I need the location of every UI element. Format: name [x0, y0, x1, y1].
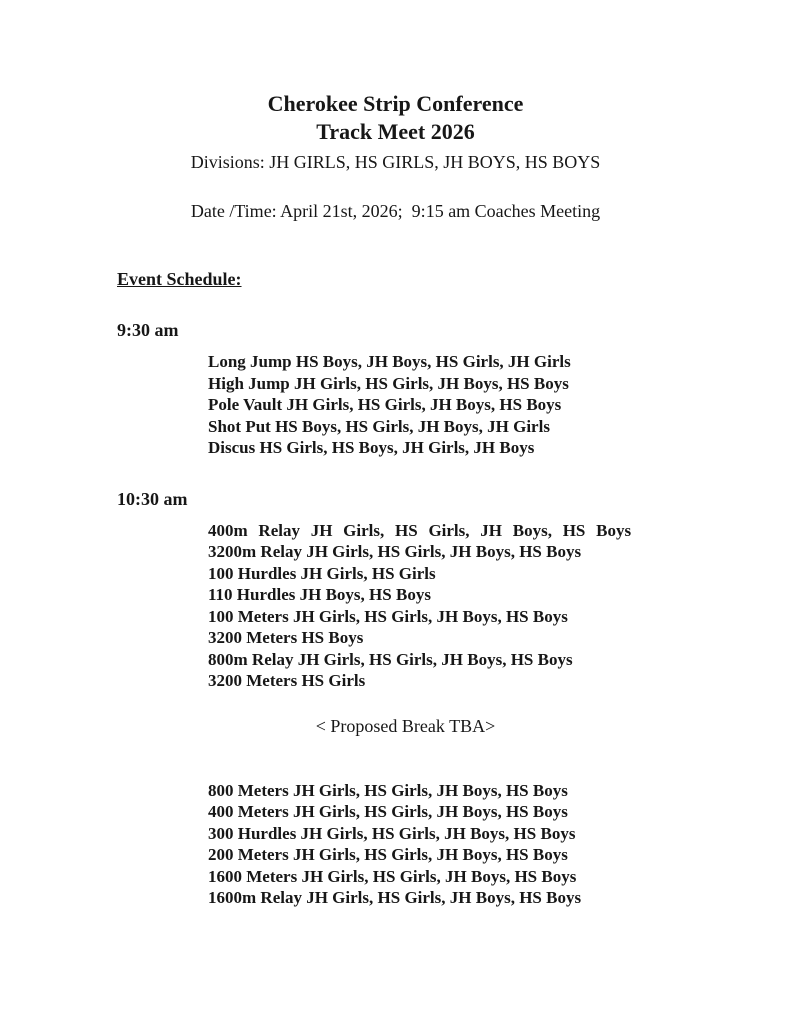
- event-line: 800 Meters JH Girls, HS Girls, JH Boys, HS Boys: [208, 780, 568, 800]
- event-line: High Jump JH Girls, HS Girls, JH Boys, HS Boys: [208, 373, 569, 393]
- event-line: 100 Meters JH Girls, HS Girls, JH Boys, HS Boys: [208, 606, 568, 626]
- event-line: 200 Meters JH Girls, HS Girls, JH Boys, HS Boys: [208, 845, 568, 864]
- event-line: Discus HS Girls, HS Boys, JH Girls, JH Boys: [208, 438, 535, 457]
- event-line: 3200 Meters HS Girls: [208, 671, 366, 690]
- final-events-section: [117, 780, 791, 909]
- page-title-line1: Cherokee Strip Conference: [267, 91, 524, 116]
- event-line: Pole Vault JH Girls, HS Girls, JH Boys, HS Boys: [208, 395, 562, 414]
- event-line: 100 Hurdles JH Girls, HS Girls: [208, 563, 436, 583]
- session-930: [117, 320, 791, 459]
- event-line: 400 Meters JH Girls, HS Girls, JH Boys, HS Boys: [208, 802, 568, 821]
- session-events: [208, 520, 791, 692]
- event-line: Shot Put HS Boys, HS Girls, JH Boys, JH Girls: [208, 416, 550, 436]
- session-time: 9:30 am: [117, 320, 179, 340]
- document-header: [0, 0, 791, 222]
- event-line: Long Jump HS Boys, JH Boys, HS Girls, JH Girls: [208, 352, 571, 371]
- event-line: 1600m Relay JH Girls, HS Girls, JH Boys, HS Boys: [208, 888, 582, 907]
- event-line: 3200 Meters HS Boys: [208, 628, 364, 647]
- event-line: 300 Hurdles JH Girls, HS Girls, JH Boys, HS Boys: [208, 823, 576, 843]
- schedule-section: [117, 269, 791, 692]
- session-1030: [117, 489, 791, 692]
- event-line: 400m Relay JH Girls, HS Girls, JH Boys, HS Boys: [208, 520, 632, 540]
- event-line: 800m Relay JH Girls, HS Girls, JH Boys, HS Boys: [208, 649, 573, 669]
- schedule-heading: Event Schedule:: [117, 269, 242, 289]
- divisions-text: Divisions: JH GIRLS, HS GIRLS, JH BOYS, HS BOYS: [190, 152, 601, 172]
- proposed-break-note: < Proposed Break TBA>: [315, 715, 496, 736]
- event-line: 1600 Meters JH Girls, HS Girls, JH Boys, HS Boys: [208, 866, 577, 886]
- page-title-line2: Track Meet 2026: [316, 119, 475, 144]
- final-events-list: [208, 780, 791, 909]
- session-events: [208, 351, 791, 459]
- event-line: 3200m Relay JH Girls, HS Girls, JH Boys, HS Boys: [208, 542, 582, 561]
- session-time: 10:30 am: [117, 488, 188, 509]
- datetime-text: Date /Time: April 21st, 2026; 9:15 am Coaches Meeting: [190, 201, 601, 221]
- event-line: 110 Hurdles JH Boys, HS Boys: [208, 585, 431, 604]
